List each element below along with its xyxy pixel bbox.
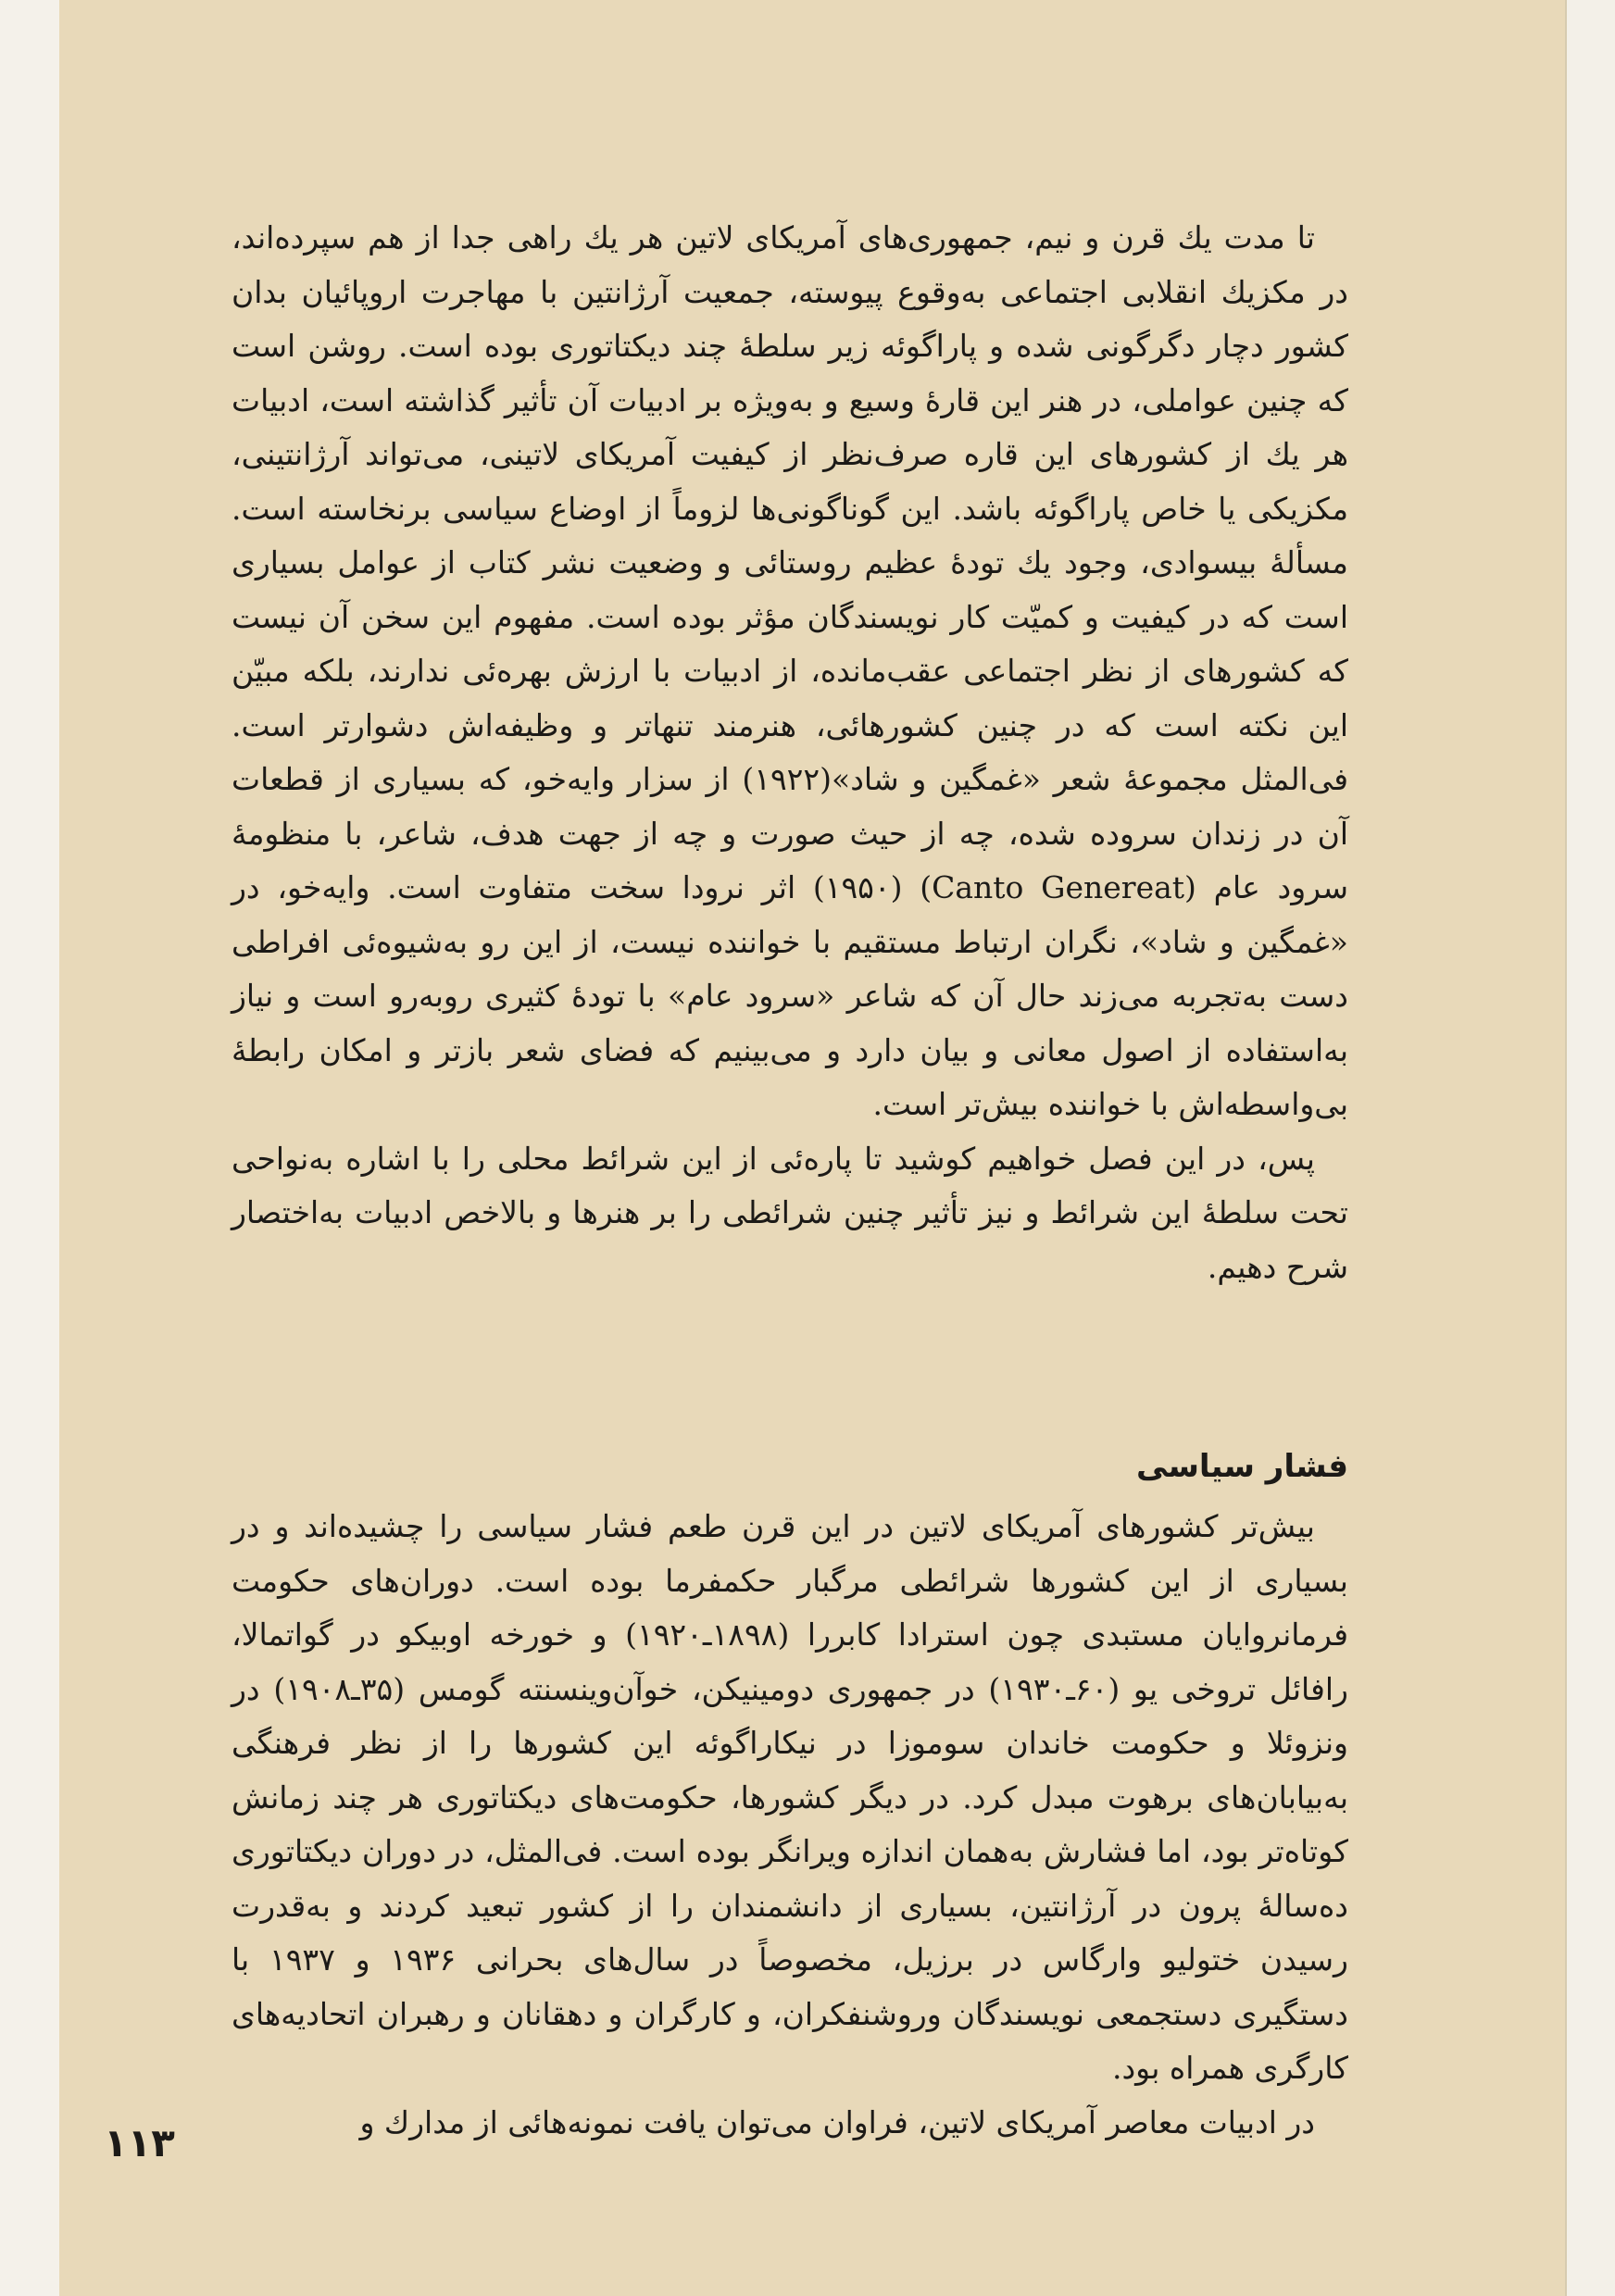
intro-text	[232, 211, 1348, 1294]
intro-paragraph-2: پس، در اين فصل خواهيم کوشيد تا پاره‌ئی از اين شرائط محلی را با اشاره به‌نواحی تحت سلطهٔ اين شرائط و نيز تأثير چنين شرائطی را بر هنرها و بالاخص ادبيات به‌اختصار شرح دهيم.	[232, 1140, 1348, 1285]
section-paragraph-2: در ادبيات معاصر آمريکای لاتين، فراوان می‌توان يافت نمونه‌هائی از مدارك و	[359, 2103, 1315, 2140]
page-number: ۱۱۳	[104, 2120, 175, 2165]
section-heading: فشار سياسی	[1136, 1448, 1348, 1485]
section-paragraph-1: بيش‌تر کشورهای آمريکای لاتين در اين قرن طعم فشار سياسی را چشيده‌اند و در بسياری از اين کشورها شرائطی مرگبار حکمفرما بوده است. دوران‌های حکومت فرمانروايان مستبدی چون استرادا کابررا (۱۸۹۸ـ۱۹۲۰) و خورخه اوبيکو در گواتمالا، رافائل تروخی يو (۶۰ـ۱۹۳۰) در جمهوری دومينيکن، خوآن‌وينسنته گومس (۳۵ـ۱۹۰۸) در ونزوئلا و حکومت خاندان سوموزا در نيکاراگوئه اين کشورها را از نظر فرهنگی به‌بيابان‌های برهوت مبدل کرد. در ديگر کشورها، حکومت‌های ديکتاتوری هر چند زمانش کوتاه‌تر بود، اما فشارش به‌همان اندازه ويرانگر بوده است. فی‌المثل، در دوران ديکتاتوری ده‌سالهٔ پرون در آرژانتين، بسياری از دانشمندان را از کشور تبعيد کردند و به‌قدرت رسيدن ختوليو وارگاس در برزيل، مخصوصاً در سال‌های بحرانی ۱۹۳۶ و ۱۹۳۷ با دستگيری دستجمعی نويسندگان وروشنفکران، و کارگران و دهقانان و رهبران اتحاديه‌های کارگری همراه بود.	[232, 1508, 1348, 2086]
political-pressure-section	[232, 1437, 1348, 2150]
scan-right-margin	[1565, 0, 1615, 2296]
scan-left-margin	[0, 0, 61, 2296]
intro-paragraph-1: تا مدت يك قرن و نيم، جمهوری‌های آمريکای لاتين هر يك راهی جدا از هم سپرده‌اند، در مکزيك انقلابی اجتماعی به‌وقوع پيوسته، جمعيت آرژانتين با مهاجرت اروپائيان بدان کشور دچار دگرگونی شده و پاراگوئه زير سلطهٔ چند ديکتاتوری بوده است. روشن است که چنين عواملی، در هنر اين قارهٔ وسيع و به‌ويژه بر ادبيات آن تأثير گذاشته است، ادبيات هر يك از کشورهای اين قاره صرف‌نظر از کيفيت آمريکای لاتينی، می‌تواند آرژانتينی، مکزيکی يا خاص پاراگوئه باشد. اين گوناگونی‌ها لزوماً از اوضاع سياسی برنخاسته است. مسألهٔ بيسوادی، وجود يك تودهٔ عظيم روستائی و وضعيت نشر کتاب از عوامل بسياری است که در کيفيت و کميّت کار نويسندگان مؤثر بوده است. مفهوم اين سخن آن نيست که کشورهای از نظر اجتماعی عقب‌مانده، از ادبيات با ارزش بهره‌ئی ندارند، بلکه مبيّن اين نکته است که در چنين کشورهائی، هنرمند تنهاتر و وظيفه‌اش دشوارتر است. فی‌المثل مجموعهٔ شعر «غمگين و شاد»(۱۹۲۲) از سزار وايه‌خو، که بسياری از قطعات آن در زندان سروده شده، چه از حيث صورت و چه از جهت هدف، شاعر، با منظومهٔ سرود عام (Canto Genereat) (۱۹۵۰) اثر نرودا سخت متفاوت است. وايه‌خو، در «غمگين و شاد»، نگران ارتباط مستقيم با خواننده نيست، از اين رو به‌شيوه‌ئی افراطی دست به‌تجربه می‌زند حال آن که شاعر «سرود عام» با تودهٔ کثيری روبه‌رو است و نياز به‌استفاده از اصول معانی و بيان دارد و می‌بينيم که فضای شعر بازتر و امکان رابطهٔ بی‌واسطه‌اش با خواننده بيش‌تر است.	[232, 219, 1348, 1122]
